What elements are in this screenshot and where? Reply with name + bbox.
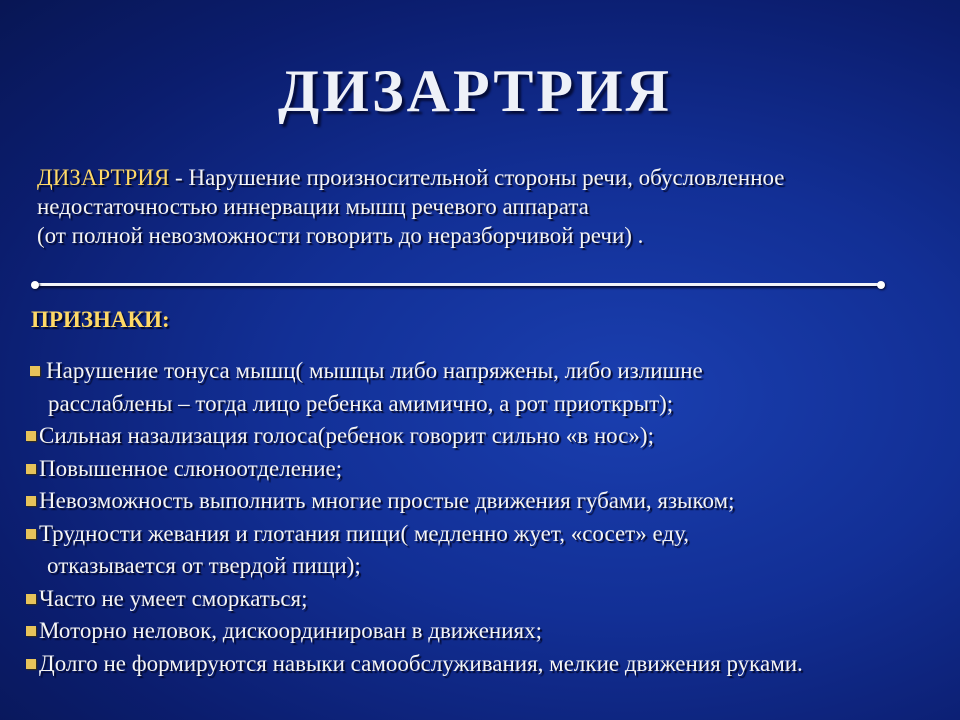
list-item-text: Моторно неловок, дискоординирован в движениях; (39, 618, 542, 643)
square-bullet-icon (26, 464, 36, 474)
list-item (26, 648, 946, 681)
definition-line-1 (37, 163, 937, 192)
definition-line-2: недостаточностью иннервации мышц речевого аппарата (37, 194, 589, 219)
list-item-text: Долго не формируются навыки самообслуживания, мелкие движения руками. (39, 650, 803, 676)
list-item-text: Нарушение тонуса мышц( мышцы либо напряжены, либо излишне (46, 358, 703, 383)
signs-list (26, 355, 946, 680)
list-item (26, 615, 946, 648)
list-item-text: Сильная назализация голоса(ребенок говорит сильно «в нос»); (39, 423, 654, 448)
list-item-continuation: расслаблены – тогда лицо ребенка амимично, а рот приоткрыт); (48, 390, 674, 416)
square-bullet-icon (26, 659, 36, 669)
divider-dot-right (877, 281, 885, 289)
square-bullet-icon (26, 431, 36, 441)
list-item (26, 485, 946, 518)
definition-line-3: (от полной невозможности говорить до неразборчивой речи) . (37, 223, 644, 248)
list-item-text: Трудности жевания и глотания пищи( медленно жует, «сосет» еду, (39, 520, 690, 546)
definition-paragraph (37, 163, 937, 250)
square-bullet-icon (26, 529, 36, 539)
divider-dot-left (31, 281, 39, 289)
list-item-continuation: отказывается от твердой пищи); (47, 553, 361, 578)
square-bullet-icon (26, 594, 36, 604)
square-bullet-icon (30, 366, 40, 376)
list-item (26, 420, 946, 453)
list-item (26, 453, 946, 486)
definition-text-1: - Нарушение произносительной стороны речи, обусловленное (169, 165, 785, 190)
definition-term: ДИЗАРТРИЯ (37, 165, 170, 190)
square-bullet-icon (26, 626, 36, 636)
list-item (26, 518, 946, 583)
list-item (26, 355, 946, 420)
slide-title: ДИЗАРТРИЯ (278, 58, 673, 124)
list-item-text: Часто не умеет сморкаться; (39, 585, 308, 611)
list-item (26, 583, 946, 616)
list-item-text: Повышенное слюноотделение; (39, 455, 343, 481)
square-bullet-icon (26, 496, 36, 506)
signs-heading: ПРИЗНАКИ: (31, 307, 170, 332)
list-item-text: Невозможность выполнить многие простые движения губами, языком; (39, 488, 735, 513)
divider-line (34, 283, 882, 286)
